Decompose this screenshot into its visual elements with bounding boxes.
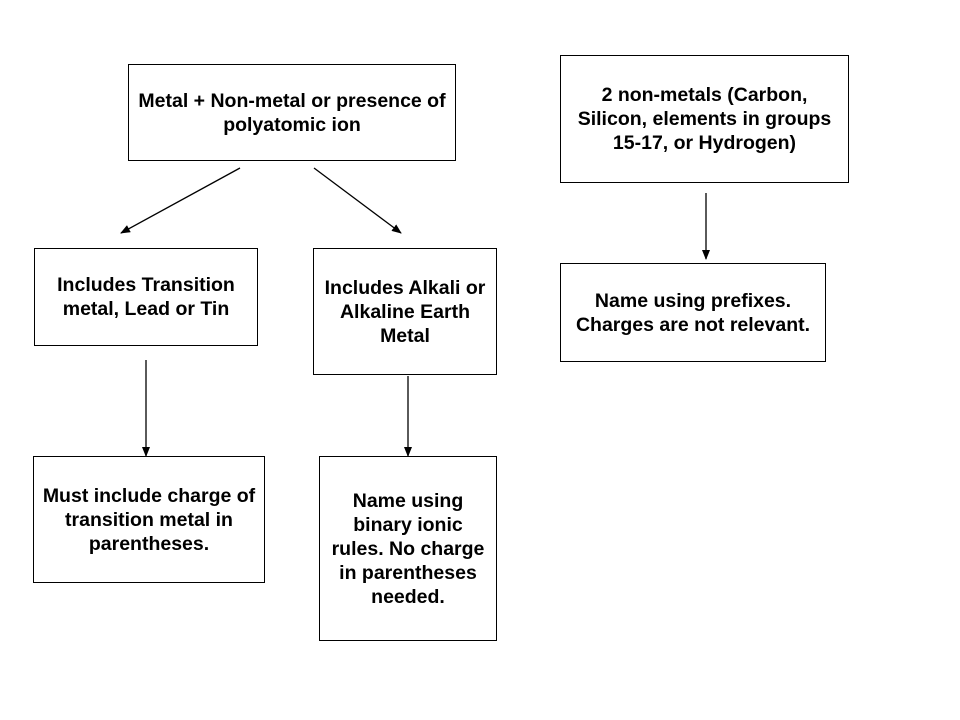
- box-name-prefixes: [560, 263, 826, 362]
- box-alkali-text: Includes Alkali or Alkaline Earth Metal: [324, 276, 486, 347]
- box-metal-nonmetal: [128, 64, 456, 161]
- arrow-metal-to-transition: [121, 168, 240, 233]
- box-alkali: [313, 248, 497, 375]
- box-transition-metal-text: Includes Transition metal, Lead or Tin: [57, 274, 235, 320]
- box-transition-metal: [34, 248, 258, 346]
- box-binary-ionic: [319, 456, 497, 641]
- box-two-nonmetals-text: 2 non-metals (Carbon, Silicon, elements in groups 15-17, or Hydrogen): [577, 84, 832, 154]
- box-binary-ionic-text: Name using binary ionic rules. No charge in parentheses needed.: [331, 489, 485, 608]
- arrow-metal-to-alkali: [314, 168, 401, 233]
- box-must-include-charge-text: Must include charge of transition metal in parentheses.: [42, 484, 256, 555]
- box-name-prefixes-text: Name using prefixes. Charges are not relevant.: [575, 289, 811, 336]
- box-metal-nonmetal-text: Metal + Non-metal or presence of polyatomic ion: [138, 89, 446, 136]
- box-two-nonmetals: [560, 55, 849, 183]
- box-must-include-charge: [33, 456, 265, 583]
